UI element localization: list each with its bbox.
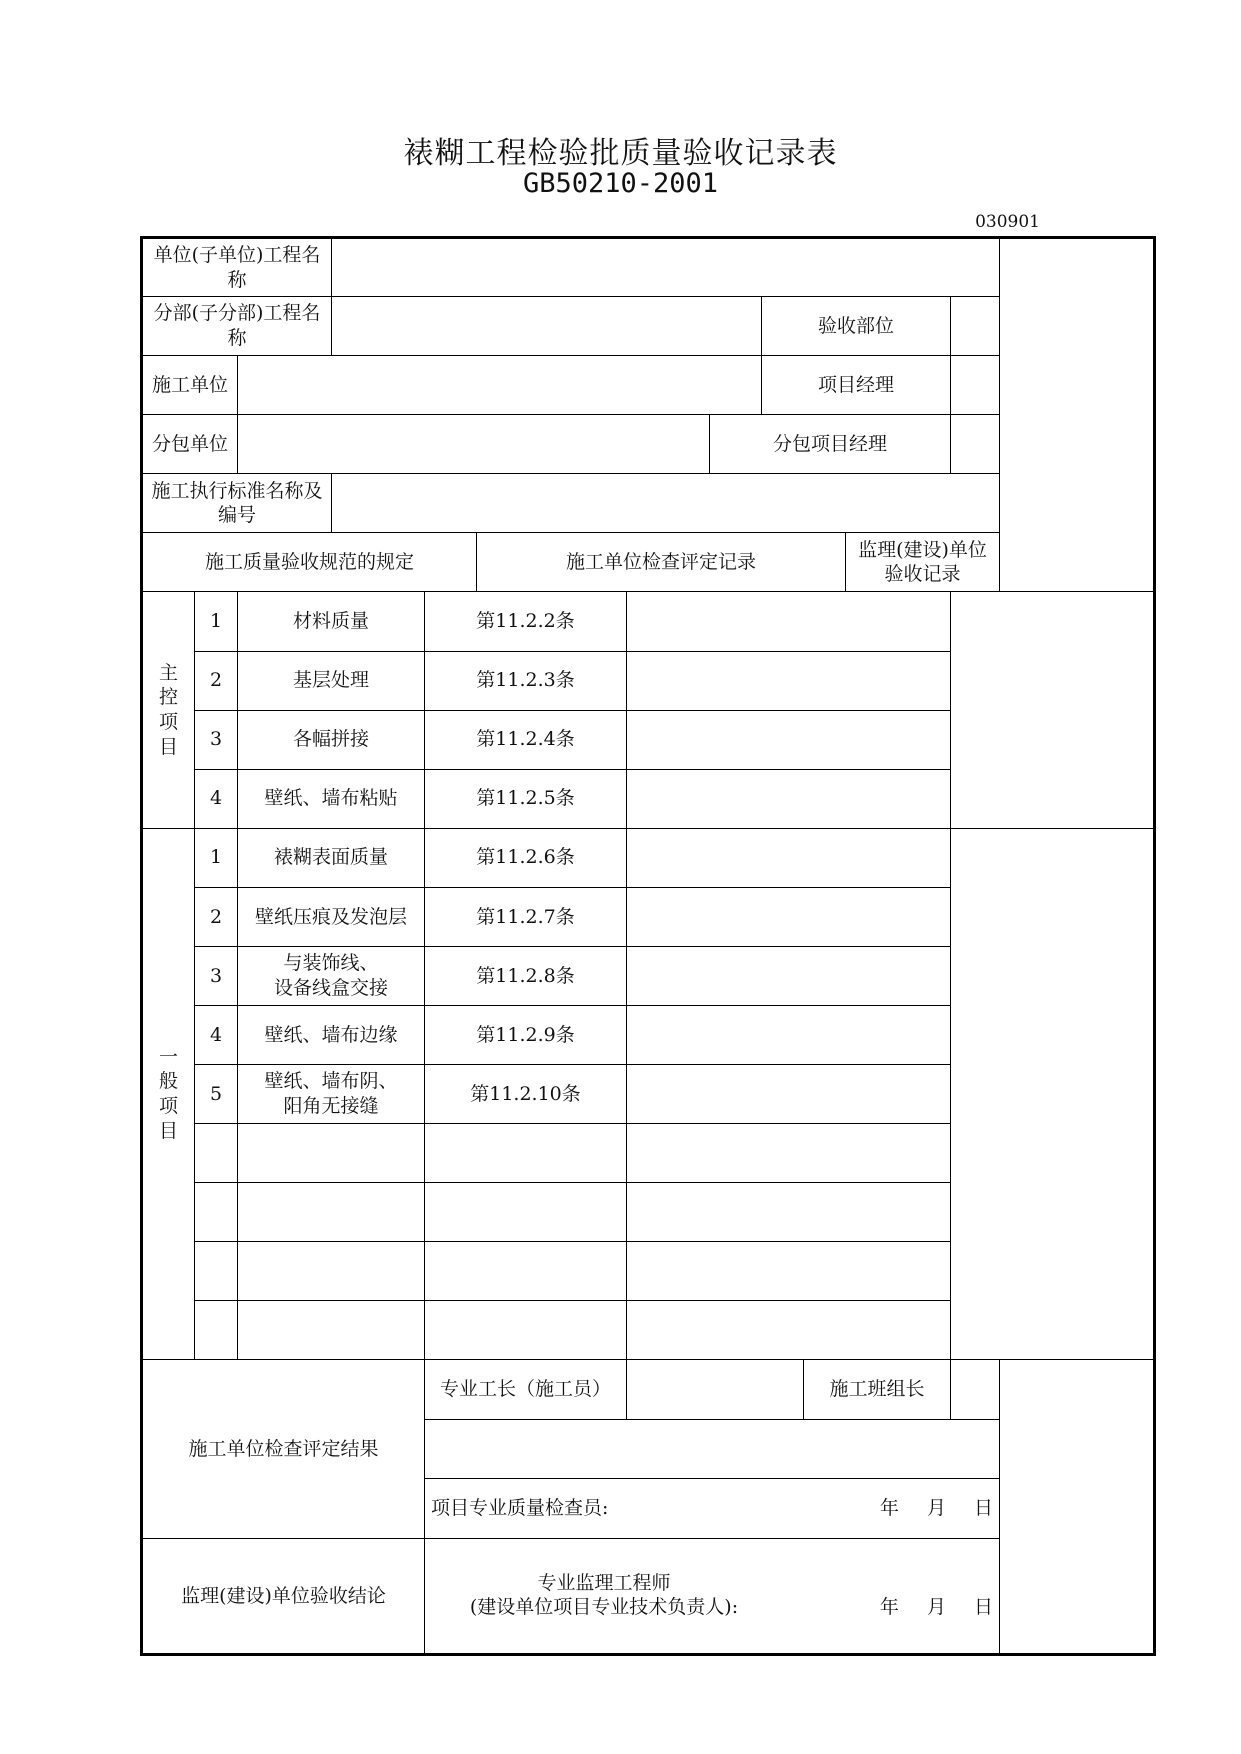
unit-project-label: 单位(子单位)工程名称 — [142, 238, 332, 297]
item-clause: 第11.2.6条 — [425, 828, 627, 887]
unit-project-row — [142, 238, 1155, 297]
item-name[interactable] — [238, 1301, 425, 1360]
supervision-conclusion-row — [142, 1538, 1155, 1654]
date-year: 年 — [879, 1496, 899, 1519]
sub-project-row — [142, 297, 1155, 356]
item-number: 3 — [195, 710, 238, 769]
check-record-cell[interactable] — [627, 1183, 951, 1242]
item-name[interactable] — [238, 1242, 425, 1301]
category-char: 一 — [158, 1045, 178, 1068]
standard-label: 施工执行标准名称及编号 — [142, 474, 332, 533]
supervision-date — [858, 1595, 993, 1620]
supervisor-alt-label: (建设单位项目专业技术负责人): — [469, 1595, 739, 1618]
sub-project-label: 分部(子分部)工程名称 — [142, 297, 332, 356]
item-number: 4 — [195, 769, 238, 828]
item-name: 各幅拼接 — [238, 710, 425, 769]
check-record-cell[interactable] — [627, 651, 951, 710]
item-clause[interactable] — [425, 1301, 627, 1360]
check-record-cell[interactable] — [627, 769, 951, 828]
date-year: 年 — [879, 1595, 899, 1618]
item-number[interactable] — [195, 1124, 238, 1183]
item-name[interactable] — [238, 1183, 425, 1242]
sub-project-value[interactable] — [332, 297, 762, 356]
item-number: 5 — [195, 1065, 238, 1124]
item-number[interactable] — [195, 1301, 238, 1360]
main-items-category — [142, 592, 195, 828]
team-leader-value[interactable] — [951, 1360, 1000, 1419]
check-record-cell[interactable] — [627, 946, 951, 1005]
inspector-sign-cell[interactable] — [425, 1478, 1000, 1538]
item-clause: 第11.2.9条 — [425, 1006, 627, 1065]
check-record-cell[interactable] — [627, 710, 951, 769]
date-month: 月 — [926, 1496, 946, 1519]
supervisor-label: 专业监理工程师 — [537, 1572, 671, 1595]
main-supervision-record-cell[interactable] — [951, 592, 1155, 828]
item-name: 与装饰线、 设备线盒交接 — [238, 946, 425, 1005]
check-record-cell[interactable] — [627, 592, 951, 651]
check-record-cell[interactable] — [627, 1065, 951, 1124]
general-item-row — [142, 828, 1155, 887]
column-header-row — [142, 533, 1155, 592]
item-number[interactable] — [195, 1183, 238, 1242]
item-name: 壁纸、墙布阴、 阳角无接缝 — [238, 1065, 425, 1124]
item-clause[interactable] — [425, 1242, 627, 1301]
construction-unit-row — [142, 356, 1155, 415]
foreman-label: 专业工长（施工员） — [425, 1360, 627, 1419]
supervision-conclusion-label: 监理(建设)单位验收结论 — [142, 1538, 425, 1654]
standard-row — [142, 474, 1155, 533]
check-record-cell[interactable] — [627, 1124, 951, 1183]
item-clause: 第11.2.10条 — [425, 1065, 627, 1124]
category-char: 项 — [158, 711, 178, 734]
item-name: 基层处理 — [238, 651, 425, 710]
subcontract-manager-label: 分包项目经理 — [710, 415, 951, 474]
item-number: 3 — [195, 946, 238, 1005]
project-manager-label: 项目经理 — [762, 356, 951, 415]
category-char: 控 — [158, 686, 178, 709]
foreman-value[interactable] — [627, 1360, 804, 1419]
item-name[interactable] — [238, 1124, 425, 1183]
project-manager-value[interactable] — [951, 356, 1000, 415]
form-code: 030901 — [975, 212, 1040, 232]
item-clause: 第11.2.4条 — [425, 710, 627, 769]
supervision-sign-cell[interactable] — [425, 1538, 1000, 1654]
subcontract-unit-label: 分包单位 — [142, 415, 238, 474]
category-char: 项 — [158, 1095, 178, 1118]
item-clause: 第11.2.5条 — [425, 769, 627, 828]
team-leader-label: 施工班组长 — [804, 1360, 951, 1419]
item-clause: 第11.2.3条 — [425, 651, 627, 710]
acceptance-form-table — [140, 236, 1156, 1656]
check-record-header: 施工单位检查评定记录 — [477, 533, 846, 592]
form-title: 裱糊工程检验批质量验收记录表 — [403, 136, 838, 171]
check-record-cell[interactable] — [627, 1242, 951, 1301]
inspector-date — [858, 1496, 993, 1521]
acceptance-part-value[interactable] — [951, 297, 1000, 356]
check-record-cell[interactable] — [627, 828, 951, 887]
category-char: 般 — [158, 1070, 178, 1093]
category-char: 目 — [158, 1119, 178, 1142]
inspector-label: 项目专业质量检查员: — [431, 1496, 609, 1519]
construction-unit-value[interactable] — [238, 356, 762, 415]
item-number: 2 — [195, 651, 238, 710]
item-number[interactable] — [195, 1242, 238, 1301]
item-name: 壁纸、墙布边缘 — [238, 1006, 425, 1065]
date-day: 日 — [974, 1496, 994, 1519]
item-number: 1 — [195, 828, 238, 887]
general-items-category — [142, 828, 195, 1360]
category-char: 主 — [158, 661, 178, 684]
item-clause[interactable] — [425, 1183, 627, 1242]
item-number: 2 — [195, 887, 238, 946]
check-record-cell[interactable] — [627, 1301, 951, 1360]
acceptance-part-label: 验收部位 — [762, 297, 951, 356]
check-record-cell[interactable] — [627, 887, 951, 946]
category-char: 目 — [158, 735, 178, 758]
item-clause: 第11.2.7条 — [425, 887, 627, 946]
standard-code: GB50210-2001 — [522, 168, 719, 199]
foreman-row — [142, 1360, 1155, 1419]
item-name: 裱糊表面质量 — [238, 828, 425, 887]
item-name: 壁纸、墙布粘贴 — [238, 769, 425, 828]
spec-header: 施工质量验收规范的规定 — [142, 533, 477, 592]
main-item-row — [142, 592, 1155, 651]
construction-unit-label: 施工单位 — [142, 356, 238, 415]
construction-result-label: 施工单位检查评定结果 — [142, 1360, 425, 1538]
item-name: 材料质量 — [238, 592, 425, 651]
date-day: 日 — [974, 1595, 994, 1618]
subcontract-unit-row — [142, 415, 1155, 474]
item-number: 4 — [195, 1006, 238, 1065]
item-clause: 第11.2.8条 — [425, 946, 627, 1005]
subcontract-unit-value[interactable] — [238, 415, 710, 474]
item-name: 壁纸压痕及发泡层 — [238, 887, 425, 946]
general-supervision-record-cell[interactable] — [951, 828, 1155, 1360]
construction-result-content[interactable] — [425, 1419, 1000, 1478]
supervision-record-header: 监理(建设)单位验收记录 — [846, 533, 1000, 592]
date-month: 月 — [926, 1595, 946, 1618]
supervisor-sign — [449, 1572, 759, 1620]
unit-project-value[interactable] — [332, 238, 1000, 297]
item-number: 1 — [195, 592, 238, 651]
check-record-cell[interactable] — [627, 1006, 951, 1065]
standard-value[interactable] — [332, 474, 1000, 533]
item-clause: 第11.2.2条 — [425, 592, 627, 651]
subcontract-manager-value[interactable] — [951, 415, 1000, 474]
item-clause[interactable] — [425, 1124, 627, 1183]
